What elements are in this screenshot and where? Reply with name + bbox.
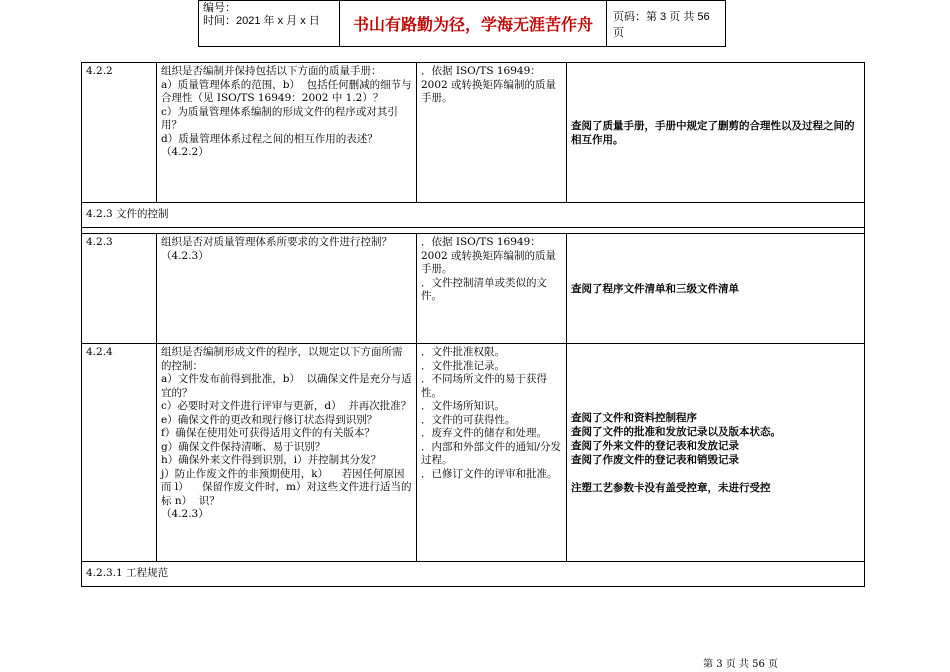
reference-cell (417, 63, 567, 203)
cell-line: ．文件场所知识。 (421, 400, 505, 412)
reference-cell (417, 344, 567, 562)
cell-line: c）必要时对文件进行评审与更新，d） 并再次批准？ (161, 400, 412, 412)
section-row (82, 562, 865, 587)
cell-line: ．废弃文件的储存和处理。 (421, 427, 547, 439)
cell-line: ．文件批准权限。 (421, 346, 505, 358)
page-header (198, 0, 726, 47)
cell-line: f）确保在使用处可获得适用文件的有关版本？ (161, 427, 375, 439)
cell-line: 查阅了文件和资料控制程序 (571, 411, 697, 424)
section-row (82, 203, 865, 228)
cell-line: a）质量管理体系的范围，b） 包括任何删减的细节与合理性（见 ISO/TS 16949：2002 中 1.2）？ (161, 78, 412, 104)
cell-line: c）为质量管理体系编制的形成文件的程序或对其引用？ (161, 105, 398, 131)
section-title: 4.2.3.1 工程规范 (82, 562, 865, 587)
cell-line: ．文件的可获得性。 (421, 413, 516, 426)
table-row (82, 234, 865, 344)
cell-line: ．内部和外部文件的通知/分发过程。 (421, 440, 562, 466)
cell-line: a）文件发布前得到批准，b） 以确保文件是充分与适宜的？ (161, 373, 412, 399)
cell-line: ．不同场所文件的易于获得性。 (421, 373, 547, 399)
cell-line: 组织是否对质量管理体系所要求的文件进行控制？ (161, 236, 392, 248)
time-label: 时间：2021 年 x 月 x 日 (203, 15, 320, 27)
cell-line: 查阅了外来文件的登记表和发放记录 (571, 439, 739, 452)
cell-line: 查阅了质量手册，手册中规定了删剪的合理性以及过程之间的相互作用。 (571, 119, 855, 146)
number-label: 编号： (203, 2, 236, 14)
cell-line: 组织是否编制形成文件的程序，以规定以下方面所需的控制： (161, 346, 403, 372)
cell-line: 组织是否编制并保持包括以下方面的质量手册： (161, 65, 382, 77)
table-row (82, 63, 865, 203)
cell-line: ．依据 ISO/TS 16949：2002 或转换矩阵编制的质量手册。 (421, 236, 557, 275)
header-meta (199, 1, 340, 47)
finding-cell (567, 63, 865, 203)
cell-line: e）确保文件的更改和现行修订状态得到识别？ (161, 413, 378, 426)
cell-line (571, 467, 860, 481)
clause-code: 4.2.2 (82, 63, 157, 203)
cell-line: j）防止作废文件的非预期使用，k） 若因任何原因而 l） 保留作废文件时，m）对这些文件进行适当的标 n） 识？ (161, 467, 412, 507)
page-footer: 第 3 页 共 56 页 (703, 659, 778, 670)
cell-line: ．已修订文件的评审和批准。 (421, 467, 558, 480)
clause-code: 4.2.4 (82, 344, 157, 562)
cell-line: 查阅了程序文件清单和三级文件清单 (571, 282, 739, 295)
reference-cell (417, 234, 567, 344)
cell-line: g）确保文件保持清晰、易于识别？ (161, 440, 326, 453)
finding-cell (567, 234, 865, 344)
requirement-cell (157, 344, 417, 562)
cell-line: h）确保外来文件得到识别，i）并控制其分发？ (161, 454, 382, 466)
cell-line: 查阅了作废文件的登记表和销毁记录 (571, 453, 739, 466)
audit-table (81, 62, 865, 587)
cell-line: 查阅了文件的批准和发放记录以及版本状态。 (571, 425, 781, 438)
cell-line: （4.2.3） (161, 508, 209, 520)
header-page-info: 页码：第 3 页 共 56 页 (607, 1, 726, 47)
header-motto: 书山有路勤为径，学海无涯苦作舟 (340, 1, 607, 47)
section-title: 4.2.3 文件的控制 (82, 203, 865, 228)
requirement-cell (157, 234, 417, 344)
cell-line: ．文件批准记录。 (421, 359, 505, 372)
table-row (82, 344, 865, 562)
requirement-cell (157, 63, 417, 203)
clause-code: 4.2.3 (82, 234, 157, 344)
cell-line: 注塑工艺参数卡没有盖受控章，未进行受控 (571, 481, 771, 494)
cell-line: ．依据 ISO/TS 16949：2002 或转换矩阵编制的质量手册。 (421, 65, 557, 104)
cell-line: d）质量管理体系过程之间的相互作用的表述？（4.2.2） (161, 132, 378, 158)
cell-line: （4.2.3） (161, 249, 209, 262)
cell-line: ．文件控制清单或类似的文件。 (421, 276, 547, 302)
finding-cell (567, 344, 865, 562)
